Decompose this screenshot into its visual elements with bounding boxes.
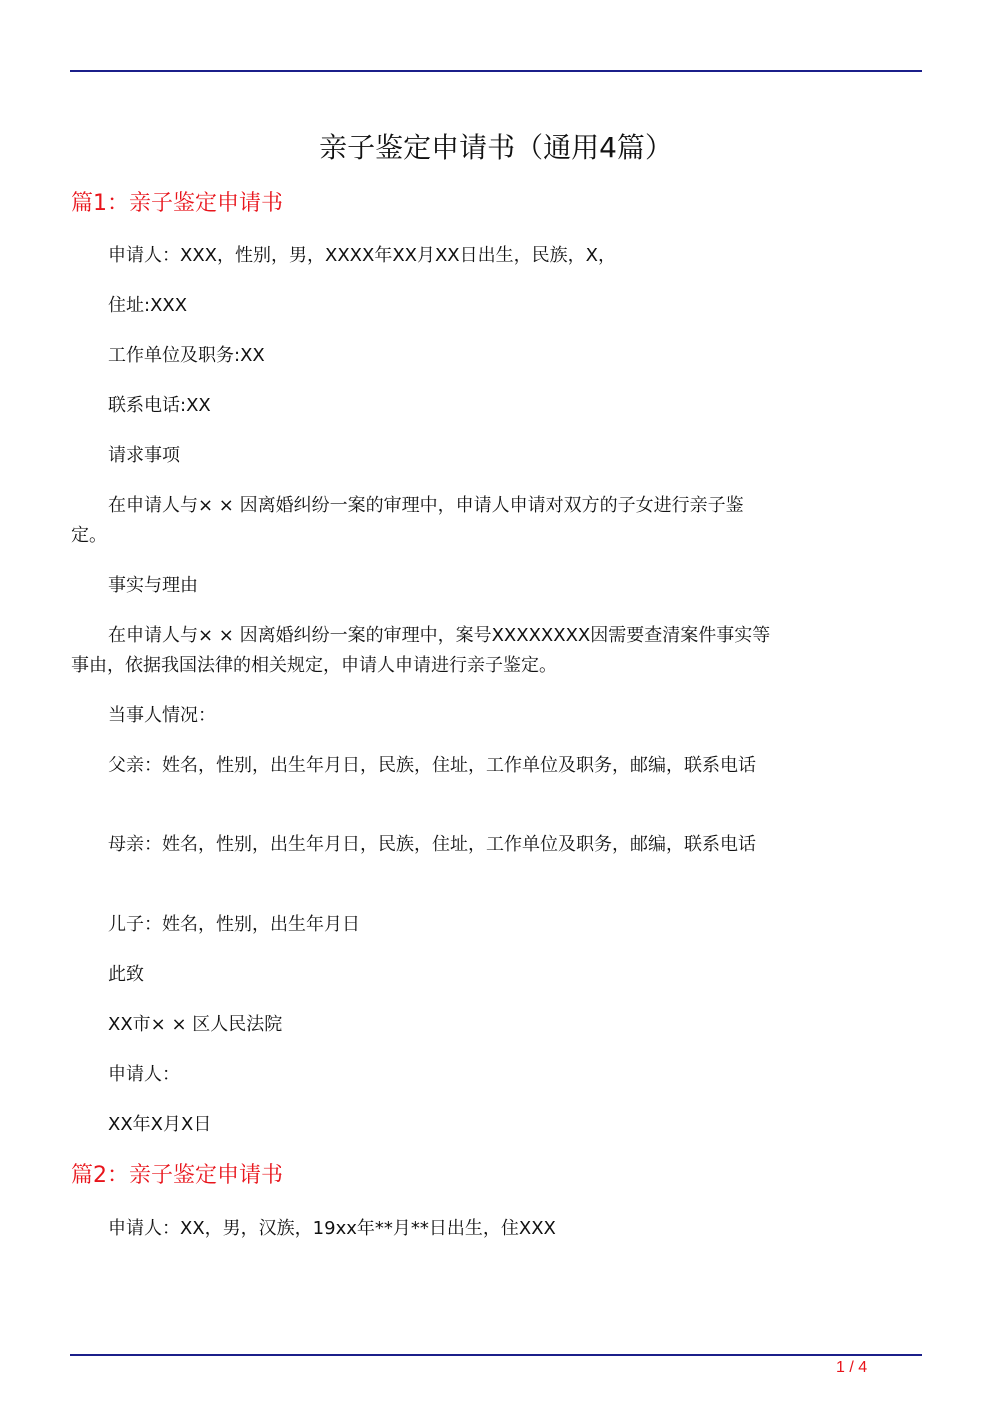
paragraph-facts-heading: 事实与理由 <box>108 575 198 596</box>
paragraph-salutation: 此致 <box>108 964 144 985</box>
paragraph-facts-body: 在申请人与× × 因离婚纠纷一案的审理中，案号XXXXXXXX因需要查清案件事实等事由，依据我国法律的相关规定，申请人申请进行亲子鉴定。 <box>71 625 771 676</box>
paragraph-applicant: 申请人：XXX，性别，男，XXXX年XX月XX日出生，民族，X， <box>108 245 616 266</box>
paragraph-son: 儿子：姓名，性别，出生年月日 <box>108 914 360 935</box>
paragraph-applicant-2: 申请人：XX，男，汉族，19xx年**月**日出生，住XXX <box>108 1218 556 1239</box>
section-heading-1: 篇1：亲子鉴定申请书 <box>71 191 283 216</box>
section-heading-2: 篇2：亲子鉴定申请书 <box>71 1163 283 1188</box>
page-indicator: 1 / 4 <box>836 1359 868 1376</box>
document-title: 亲子鉴定申请书（通用4篇） <box>319 131 673 164</box>
paragraph-address: 住址:XXX <box>108 295 188 316</box>
header-rule <box>70 70 922 72</box>
paragraph-signature: 申请人： <box>108 1064 180 1085</box>
paragraph-parties-heading: 当事人情况： <box>108 705 216 726</box>
paragraph-date: XX年X月X日 <box>108 1114 212 1135</box>
paragraph-phone: 联系电话:XX <box>108 395 211 416</box>
paragraph-request-heading: 请求事项 <box>108 445 180 466</box>
paragraph-father: 父亲：姓名，性别，出生年月日，民族，住址，工作单位及职务，邮编，联系电话 <box>108 755 756 776</box>
paragraph-workplace: 工作单位及职务:XX <box>108 345 265 366</box>
footer-rule <box>70 1354 922 1356</box>
paragraph-request-body: 在申请人与× × 因离婚纠纷一案的审理中，申请人申请对双方的子女进行亲子鉴定。 <box>71 495 744 546</box>
paragraph-mother: 母亲：姓名，性别，出生年月日，民族，住址，工作单位及职务，邮编，联系电话 <box>108 834 756 855</box>
paragraph-court: XX市× × 区人民法院 <box>108 1014 283 1035</box>
